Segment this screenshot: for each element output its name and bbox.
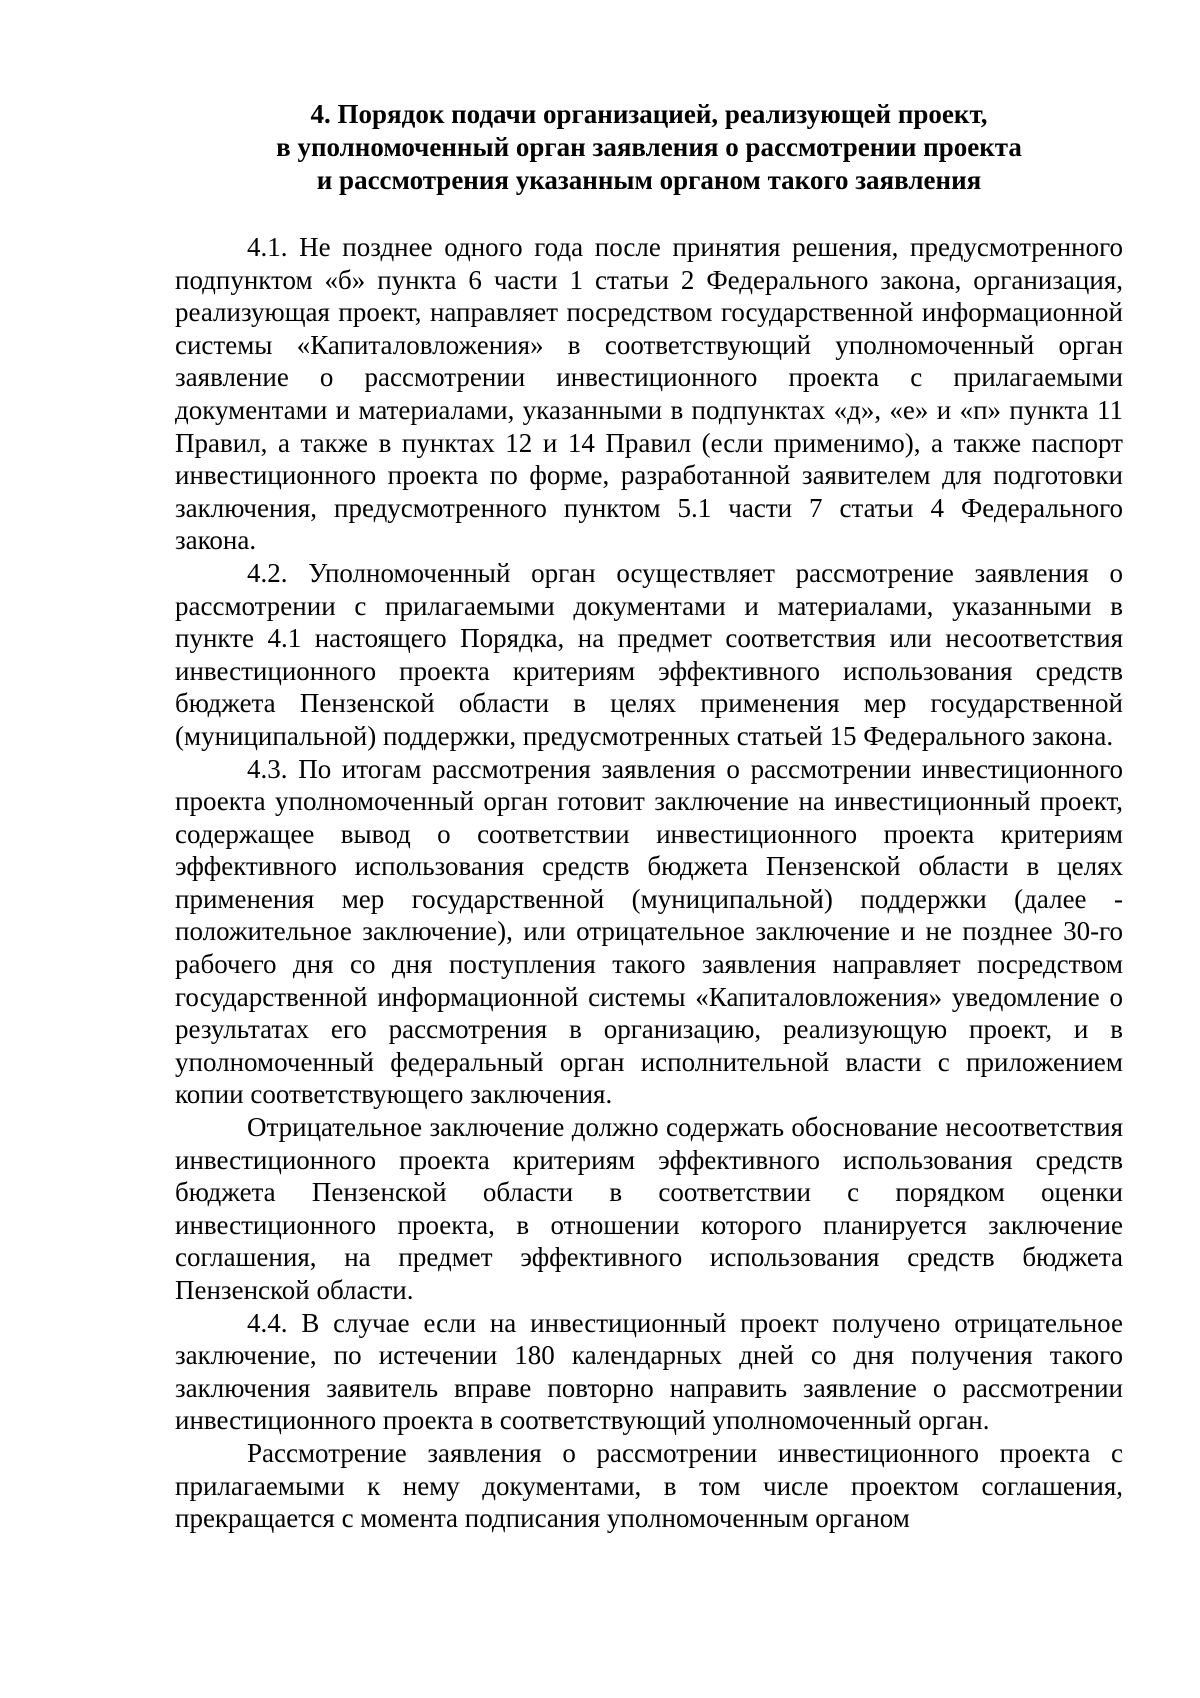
section-heading <box>175 98 1123 197</box>
paragraph-4-3: 4.3. По итогам рассмотрения заявления о рассмотрении инвестиционного проекта уполномоченный орган готовит заключение на инвестиционный проект, содержащее вывод о соответствии инвестиционного проекта критериям эффективного использования средств бюджета Пензенской области в целях применения мер государственной (муниципальной) поддержки (далее - положительное заключение), или отрицательное заключение и не позднее 30-го рабочего дня со дня поступления такого заявления направляет посредством государственной информационной системы «Капиталовложения» уведомление о результатах его рассмотрения в организацию, реализующую проект, и в уполномоченный федеральный орган исполнительной власти с приложением копии соответствующего заключения. <box>175 753 1123 1110</box>
heading-line: в уполномоченный орган заявления о рассмотрении проекта <box>276 132 1022 162</box>
document-page <box>175 98 1123 1535</box>
paragraph-termination: Рассмотрение заявления о рассмотрении инвестиционного проекта с прилагаемыми к нему документами, в том числе проектом соглашения, прекращается с момента подписания уполномоченным органом <box>175 1437 1123 1534</box>
paragraph-negative-conclusion: Отрицательное заключение должно содержать обоснование несоответствия инвестиционного проекта критериям эффективного использования средств бюджета Пензенской области в соответствии с порядком оценки инвестиционного проекта, в отношении которого планируется заключение соглашения, на предмет эффективного использования средств бюджета Пензенской области. <box>175 1112 1123 1305</box>
paragraph-4-4: 4.4. В случае если на инвестиционный проект получено отрицательное заключение, по истечении 180 календарных дней со дня получения такого заключения заявитель вправе повторно направить заявление о рассмотрении инвестиционного проекта в соответствующий уполномоченный орган. <box>175 1307 1123 1436</box>
paragraph-4-1: 4.1. Не позднее одного года после принятия решения, предусмотренного подпунктом «б» пункта 6 части 1 статьи 2 Федерального закона, организация, реализующая проект, направляет посредством государственной информационной системы «Капиталовложения» в соответствующий уполномоченный орган заявление о рассмотрении инвестиционного проекта с прилагаемыми документами и материалами, указанными в подпунктах «д», «е» и «п» пункта 11 Правил, а также в пунктах 12 и 14 Правил (если применимо), а также паспорт инвестиционного проекта по форме, разработанной заявителем для подготовки заключения, предусмотренного пунктом 5.1 части 7 статьи 4 Федерального закона. <box>175 232 1123 556</box>
heading-line: и рассмотрения указанным органом такого заявления <box>316 165 982 195</box>
heading-line: 4. Порядок подачи организацией, реализующей проект, <box>310 99 988 129</box>
paragraph-4-2: 4.2. Уполномоченный орган осуществляет рассмотрение заявления о рассмотрении с прилагаемыми документами и материалами, указанными в пункте 4.1 настоящего Порядка, на предмет соответствия или несоответствия инвестиционного проекта критериям эффективного использования средств бюджета Пензенской области в целях применения мер государственной (муниципальной) поддержки, предусмотренных статьей 15 Федерального закона. <box>175 557 1123 751</box>
